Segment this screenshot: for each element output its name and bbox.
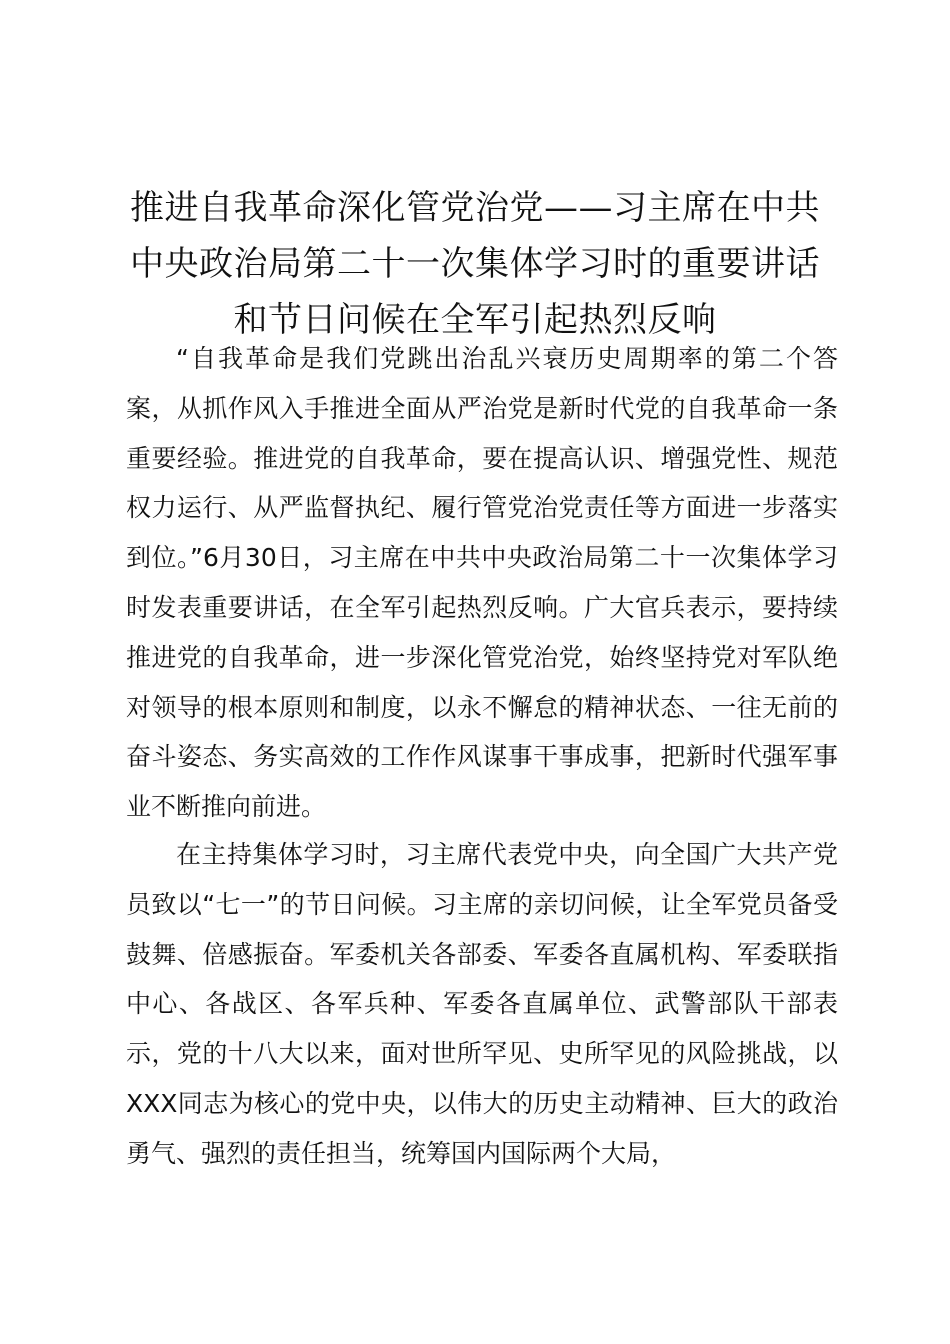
paragraph: 在主持集体学习时，习主席代表党中央，向全国广大共产党员致以“七一”的节日问候。习主席的亲切问候，让全军党员备受鼓舞、倍感振奋。军委机关各部委、军委各直属机构、军委联指中心、各战区、各军兵种、军委各直属单位、武警部队干部表示，党的十八大以来，面对世所罕见、史所罕见的风险挑战，以XXX同志为核心的党中央，以伟大的历史主动精神、巨大的政治勇气、强烈的责任担当，统筹国内国际两个大局， [126,840,838,1168]
document-title: 推进自我革命深化管党治党——习主席在中共中央政治局第二十一次集体学习时的重要讲话和节日问候在全军引起热烈反响 [130,188,820,340]
paragraph: “自我革命是我们党跳出治乱兴衰历史周期率的第二个答案，从抓作风入手推进全面从严治党是新时代党的自我革命一条重要经验。推进党的自我革命，要在提高认识、增强党性、规范权力运行、从严监督执纪、履行管党治党责任等方面进一步落实到位。”6月30日，习主席在中共中央政治局第二十一次集体学习时发表重要讲话，在全军引起热烈反响。广大官兵表示，要持续推进党的自我革命，进一步深化管党治党，始终坚持党对军队绝对领导的根本原则和制度，以永不懈怠的精神状态、一往无前的奋斗姿态、务实高效的工作作风谋事干事成事，把新时代强军事业不断推向前进。 [126,344,838,822]
